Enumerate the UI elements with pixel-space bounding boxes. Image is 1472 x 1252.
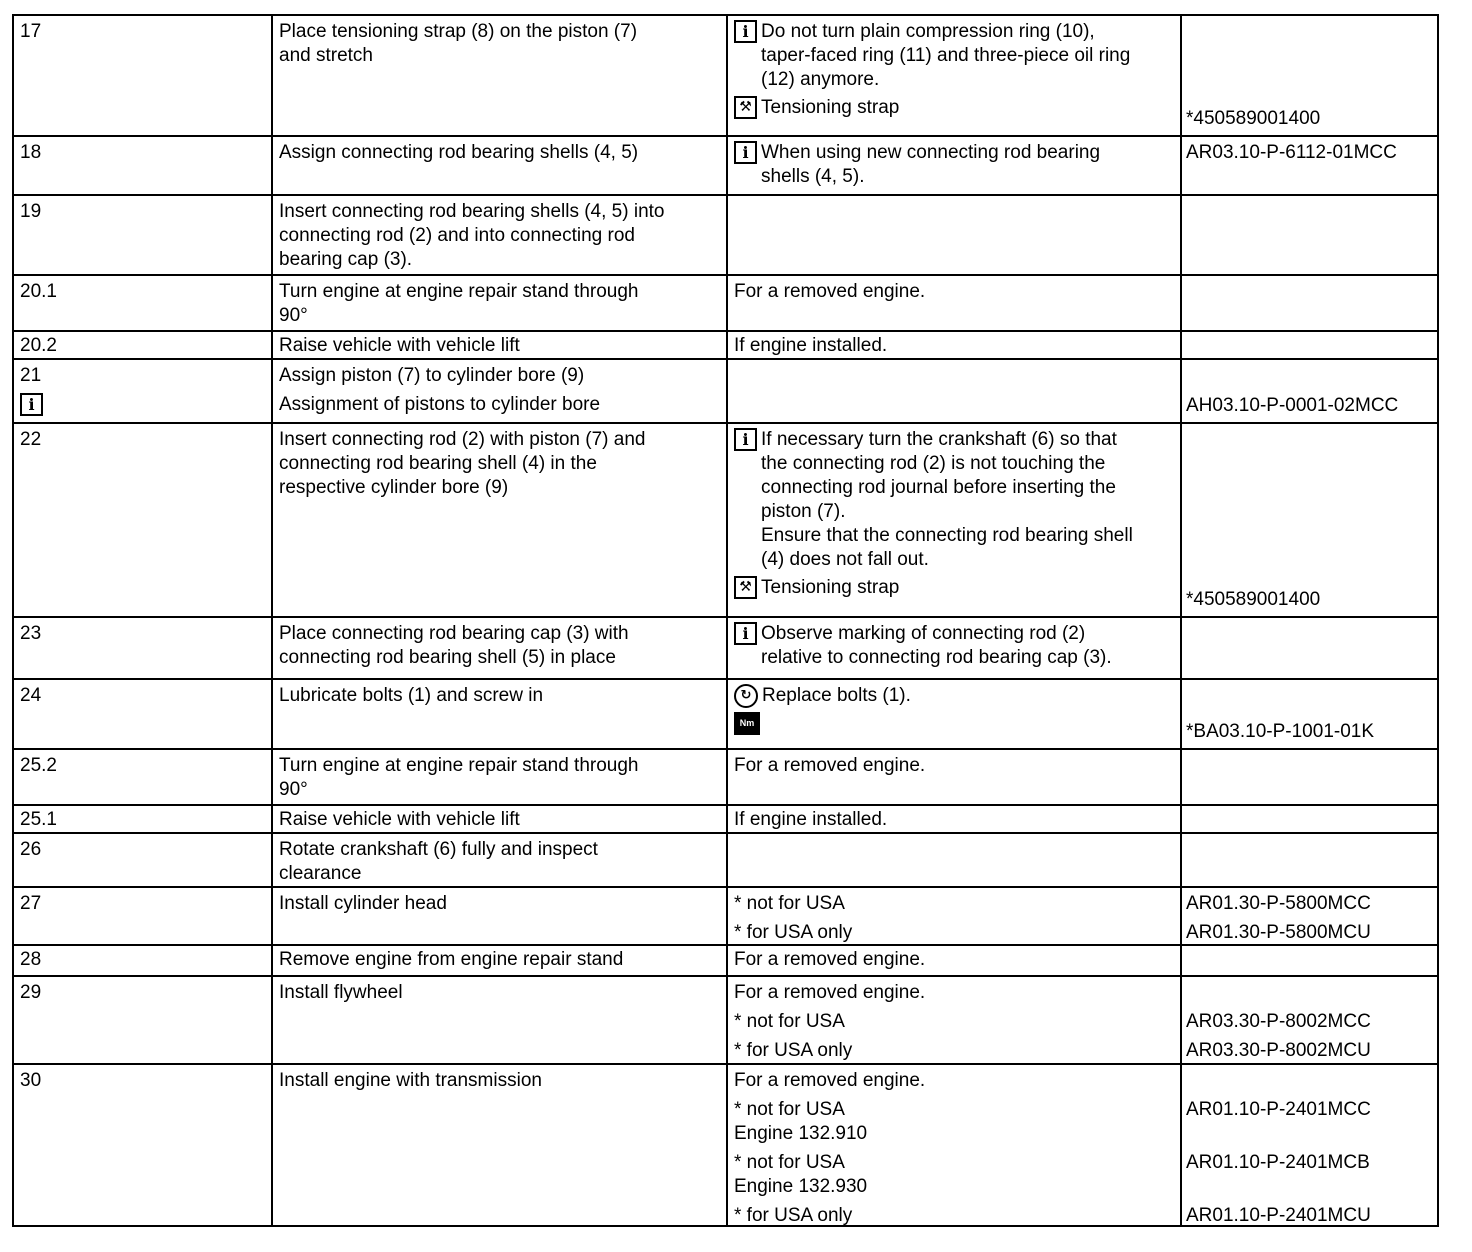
table-row — [14, 618, 1439, 680]
note-text: * not for USA Engine 132.910 — [734, 1099, 868, 1144]
step-action: Insert connecting rod (2) with piston (7) and connecting rod bearing shell (4) in the respective cylinder bore (9) — [273, 424, 728, 616]
step-notes — [728, 1065, 1182, 1225]
table-row — [14, 834, 1439, 888]
step-notes — [728, 888, 1182, 944]
step-number: 20.1 — [14, 276, 273, 330]
step-notes — [728, 137, 1182, 194]
table-row — [14, 276, 1439, 332]
step-reference — [1182, 16, 1439, 135]
info-icon — [734, 428, 757, 451]
step-notes — [728, 196, 1182, 274]
step-action: Turn engine at engine repair stand through 90° — [273, 276, 728, 330]
note-text: Observe marking of connecting rod (2) relative to connecting rod bearing cap (3). — [761, 623, 1112, 668]
info-icon — [734, 141, 757, 164]
step-notes: If engine installed. — [728, 806, 1182, 832]
step-action: Place tensioning strap (8) on the piston (7) and stretch — [273, 16, 728, 135]
step-number: 25.2 — [14, 750, 273, 804]
step-reference — [1182, 276, 1439, 330]
step-number-text: 21 — [20, 365, 42, 386]
step-action: Turn engine at engine repair stand through 90° — [273, 750, 728, 804]
step-action: Remove engine from engine repair stand — [273, 946, 728, 975]
step-number: 25.1 — [14, 806, 273, 832]
table-row — [14, 946, 1439, 977]
step-notes — [728, 16, 1182, 135]
step-notes: If engine installed. — [728, 332, 1182, 358]
note-text: Tensioning strap — [761, 97, 900, 118]
step-reference — [1182, 360, 1439, 422]
info-icon[interactable] — [20, 393, 43, 416]
step-notes: For a removed engine. — [728, 946, 1182, 975]
step-reference — [1182, 946, 1439, 975]
table-row — [14, 196, 1439, 276]
step-number: 28 — [14, 946, 273, 975]
note-text: * for USA only — [734, 922, 853, 943]
step-reference — [1182, 888, 1439, 944]
step-action: Install flywheel — [273, 977, 728, 1063]
step-number: 27 — [14, 888, 273, 944]
step-number: 18 — [14, 137, 273, 194]
step-action: Insert connecting rod bearing shells (4, 5) into connecting rod (2) and into connecting rod bearing cap (3). — [273, 196, 728, 274]
table-row — [14, 806, 1439, 834]
step-action: Install engine with transmission — [273, 1065, 728, 1225]
step-reference — [1182, 806, 1439, 832]
step-number: 19 — [14, 196, 273, 274]
step-reference — [1182, 680, 1439, 748]
note-text: Do not turn plain compression ring (10), taper-faced ring (11) and three-piece oil ring (12) anymore. — [761, 21, 1131, 90]
reference-link[interactable]: *BA03.10-P-1001-01K — [1186, 721, 1375, 742]
table-row — [14, 332, 1439, 360]
special-tool-icon — [734, 96, 757, 119]
step-number: 29 — [14, 977, 273, 1063]
note-text: Tensioning strap — [761, 577, 900, 598]
step-number: 22 — [14, 424, 273, 616]
reference-link[interactable]: AR01.10-P-2401MCU — [1186, 1205, 1371, 1226]
reference-link[interactable]: AH03.10-P-0001-02MCC — [1186, 395, 1399, 416]
step-notes — [728, 360, 1182, 422]
info-icon — [734, 20, 757, 43]
step-reference — [1182, 424, 1439, 616]
step-notes: For a removed engine. — [728, 750, 1182, 804]
step-reference — [1182, 750, 1439, 804]
table-row — [14, 137, 1439, 196]
reference-link[interactable]: *450589001400 — [1186, 589, 1321, 610]
note-text: * for USA only — [734, 1205, 853, 1226]
note-text: If necessary turn the crankshaft (6) so that the connecting rod (2) is not touching the connecting rod journal before inserting the piston (7). Ensure that the connecting rod bearing shell (4) does not fall out. — [761, 429, 1133, 570]
step-action: Install cylinder head — [273, 888, 728, 944]
table-row — [14, 360, 1439, 424]
step-action: Rotate crankshaft (6) fully and inspect clearance — [273, 834, 728, 886]
reference-link[interactable]: *450589001400 — [1186, 108, 1321, 129]
reference-link[interactable]: AR03.30-P-8002MCU — [1186, 1040, 1371, 1061]
note-text: For a removed engine. — [734, 982, 926, 1003]
note-text: * for USA only — [734, 1040, 853, 1061]
step-number: 30 — [14, 1065, 273, 1225]
step-reference — [1182, 137, 1439, 194]
step-number: 20.2 — [14, 332, 273, 358]
step-action: Raise vehicle with vehicle lift — [273, 332, 728, 358]
step-action-text: Assign piston (7) to cylinder bore (9) — [279, 365, 585, 386]
step-action: Place connecting rod bearing cap (3) with connecting rod bearing shell (5) in place — [273, 618, 728, 678]
torque-icon[interactable] — [734, 712, 760, 735]
step-reference — [1182, 1065, 1439, 1225]
table-row — [14, 1065, 1439, 1227]
step-notes — [728, 977, 1182, 1063]
step-number: 23 — [14, 618, 273, 678]
step-notes: For a removed engine. — [728, 276, 1182, 330]
note-text: Replace bolts (1). — [762, 685, 911, 706]
reference-link[interactable]: AR01.10-P-2401MCC — [1186, 1099, 1371, 1120]
step-action: Raise vehicle with vehicle lift — [273, 806, 728, 832]
step-reference — [1182, 618, 1439, 678]
step-action — [273, 360, 728, 422]
step-reference — [1182, 196, 1439, 274]
step-notes — [728, 618, 1182, 678]
reference-link[interactable]: AR03.10-P-6112-01MCC — [1186, 142, 1397, 163]
step-reference — [1182, 977, 1439, 1063]
procedure-table — [12, 14, 1439, 1227]
info-icon — [734, 622, 757, 645]
reference-link[interactable]: AR01.30-P-5800MCC — [1186, 893, 1371, 914]
step-number: 24 — [14, 680, 273, 748]
table-row — [14, 750, 1439, 806]
note-text: When using new connecting rod bearing shells (4, 5). — [761, 142, 1101, 187]
note-text: * not for USA — [734, 893, 845, 914]
special-tool-icon — [734, 576, 757, 599]
step-reference — [1182, 332, 1439, 358]
step-number: 26 — [14, 834, 273, 886]
replace-part-icon — [734, 684, 758, 708]
reference-link[interactable]: AR01.10-P-2401MCB — [1186, 1152, 1370, 1173]
reference-link[interactable]: AR01.30-P-5800MCU — [1186, 922, 1371, 943]
step-number — [14, 360, 273, 422]
step-action: Assign connecting rod bearing shells (4, 5) — [273, 137, 728, 194]
note-text: For a removed engine. — [734, 1070, 926, 1091]
table-row — [14, 424, 1439, 618]
table-row — [14, 977, 1439, 1065]
note-text: * not for USA — [734, 1011, 845, 1032]
step-number: 17 — [14, 16, 273, 135]
step-sub-action: Assignment of pistons to cylinder bore — [279, 394, 601, 415]
note-text: * not for USA Engine 132.930 — [734, 1152, 868, 1197]
step-notes — [728, 680, 1182, 748]
step-action: Lubricate bolts (1) and screw in — [273, 680, 728, 748]
step-notes — [728, 424, 1182, 616]
table-row — [14, 680, 1439, 750]
reference-link[interactable]: AR03.30-P-8002MCC — [1186, 1011, 1371, 1032]
table-row — [14, 16, 1439, 137]
step-notes — [728, 834, 1182, 886]
step-reference — [1182, 834, 1439, 886]
table-row — [14, 888, 1439, 946]
